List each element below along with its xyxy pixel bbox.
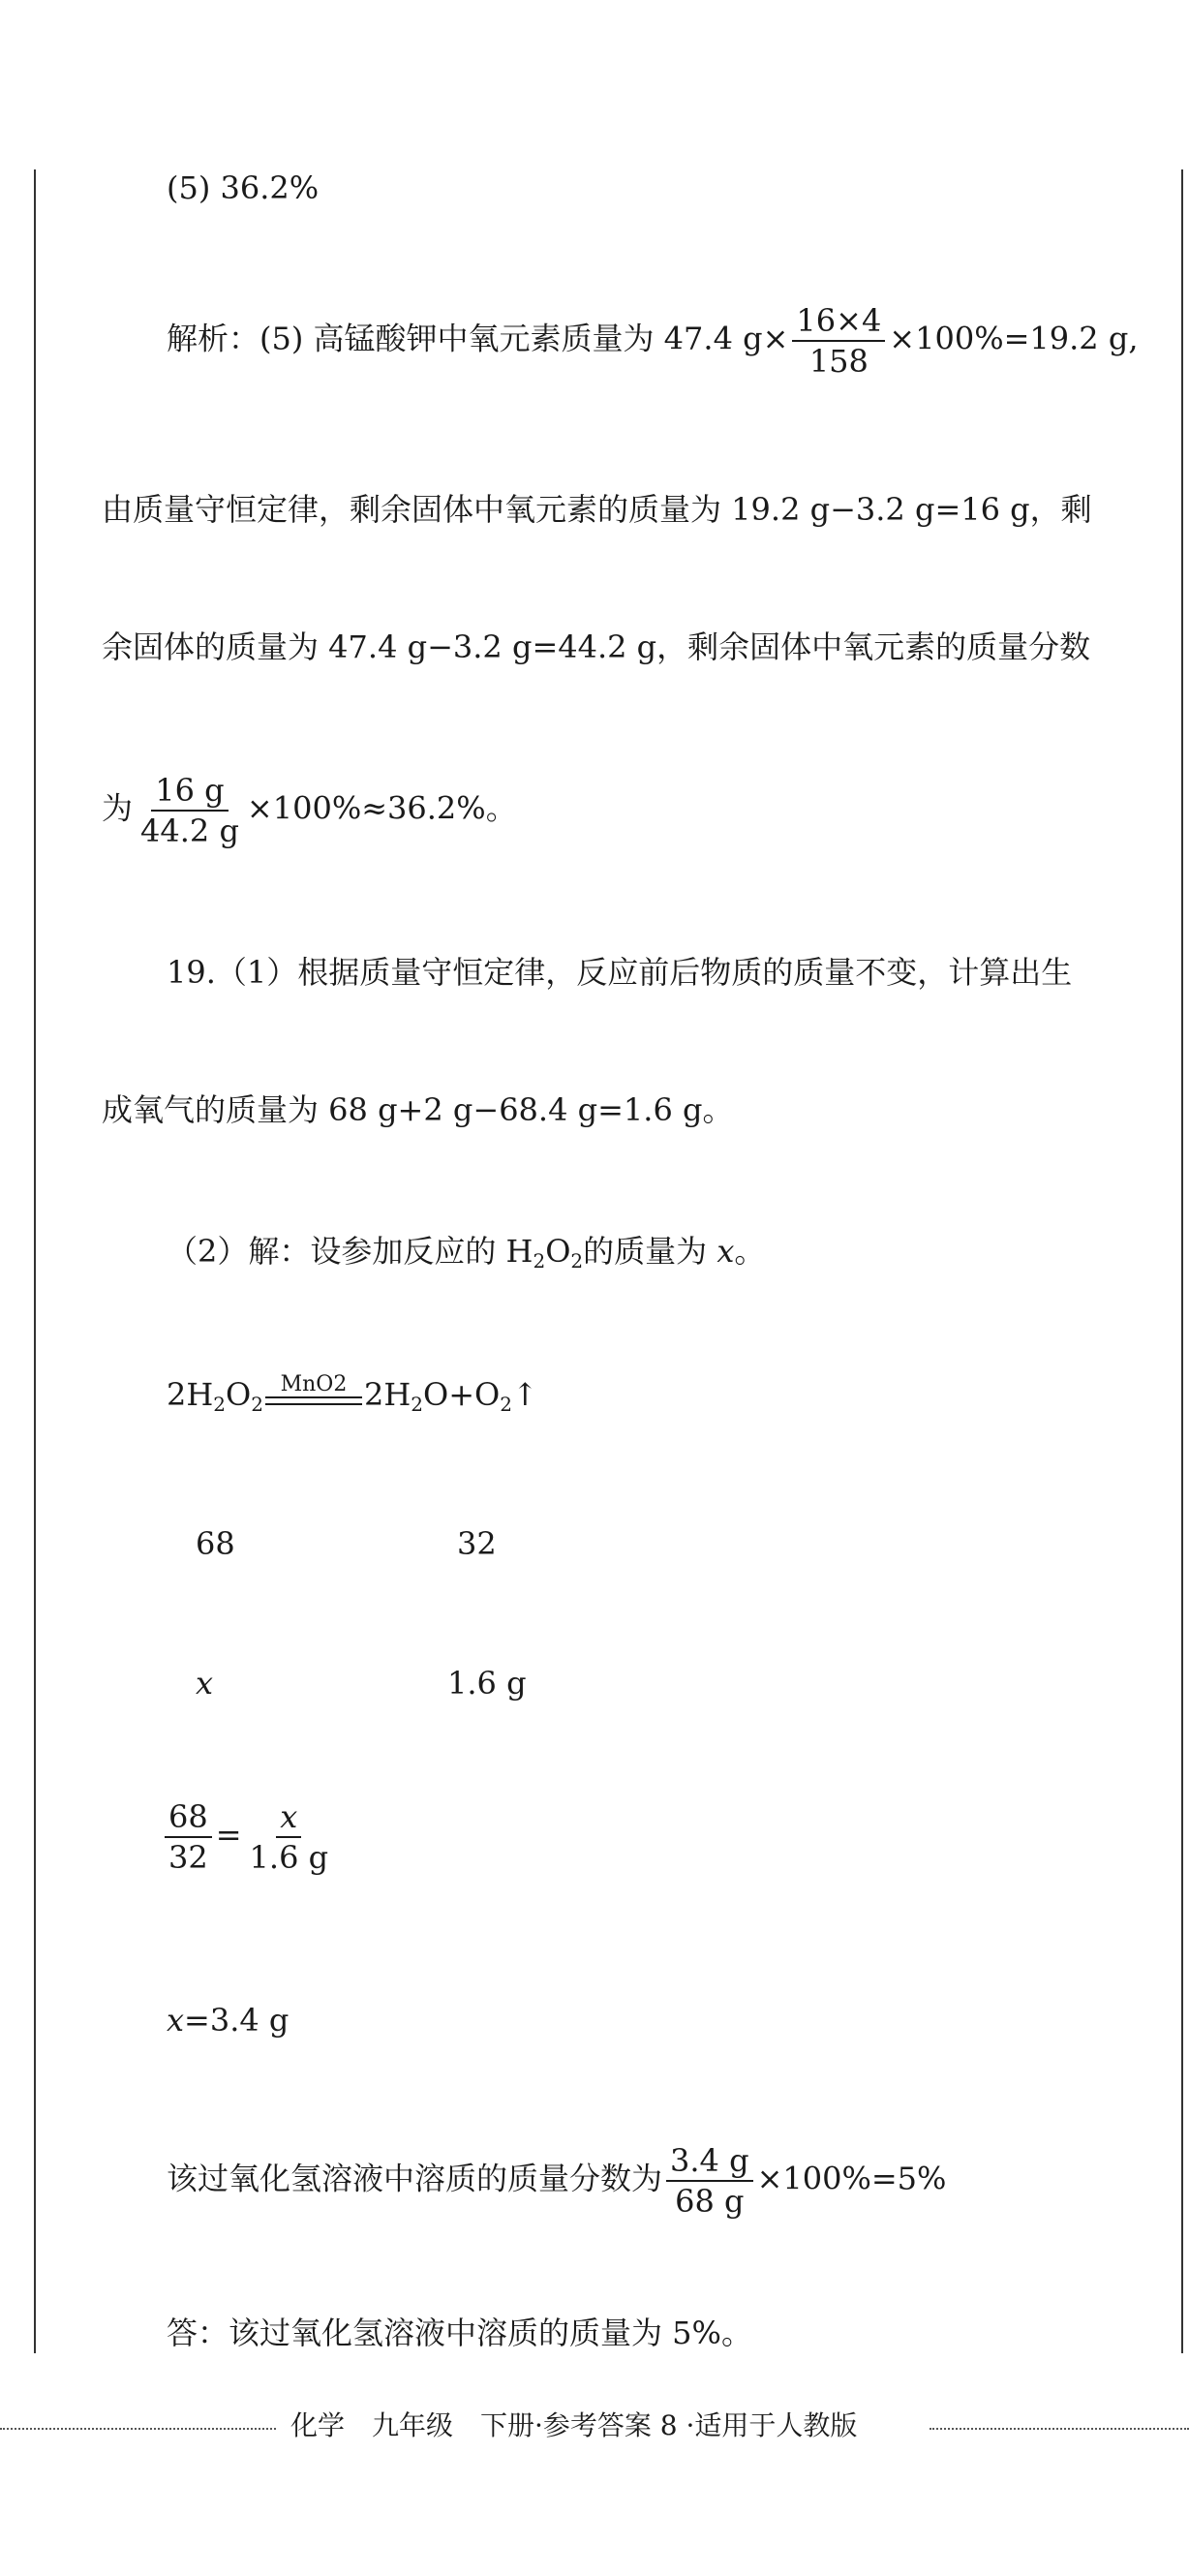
solve-var: x [167,2002,185,2039]
analysis-fraction-denominator: 158 [808,343,869,380]
answer-5-value: 36.2% [220,169,320,206]
analysis-line-4-denominator: 44.2 g [140,813,239,849]
mass-fraction-den: 68 g [675,2183,745,2220]
catalyst-label: MnO2 [280,1372,348,1396]
footer-text: 化学 九年级 下册·参考答案 8 ·适用于人教版 [290,2409,858,2441]
q19-part2-sub2: 2 [570,1249,584,1273]
analysis-line-4-fraction [137,772,243,849]
analysis-line-4 [102,772,517,849]
final-answer: 答：该过氧化氢溶液中溶质的质量为 5%。 [167,2315,752,2351]
footer-dotted-line-right [930,2428,1189,2430]
analysis-suffix: ×100%=19.2 g, [889,320,1139,357]
mass-fraction-prefix: 该过氧化氢溶液中溶质的质量分数为 [167,2160,663,2197]
mass-fraction [666,2142,753,2220]
chemical-equation [167,1372,538,1417]
left-border-line [34,169,36,2353]
eq-right-b: O+O [422,1376,501,1414]
analysis-fraction [792,302,885,380]
analysis-line-4-numerator: 16 g [151,775,228,812]
q19-part2-text-b: O [545,1233,571,1270]
analysis-line-2: 由质量守恒定律，剩余固体中氧元素的质量为 19.2 g−3.2 g=16 g，剩 [102,491,1092,528]
var-left: x [196,1665,214,1702]
reaction-condition [265,1373,362,1414]
solve-rest: =3.4 g [184,2002,290,2039]
solve-line [167,2002,290,2039]
q19-part2-sub1: 2 [533,1249,546,1273]
proportion-fraction-1 [165,1798,212,1876]
eq-left-sub2: 2 [251,1393,263,1417]
analysis-line-1 [167,302,1139,380]
analysis-line-3: 余固体的质量为 47.4 g−3.2 g=44.2 g，剩余固体中氧元素的质量分数 [102,629,1091,665]
proportion-fraction-2 [246,1798,333,1876]
q19-part2-var: x [716,1233,735,1270]
proportion-den-2: 1.6 g [249,1839,329,1876]
q19-part1-line2: 成氧气的质量为 68 g+2 g−68.4 g=1.6 g。 [102,1091,734,1128]
eq-right-a: 2H [363,1376,412,1414]
mass-fraction-suffix: ×100%=5% [756,2160,947,2197]
proportion-equals: = [215,1816,242,1854]
page-footer [0,2407,1189,2445]
reaction-equals-sign [265,1396,362,1405]
eq-left-a: 2H [167,1376,214,1414]
mass-left: 68 [196,1525,235,1562]
var-right: 1.6 g [447,1665,527,1702]
analysis-line-4-prefix: 为 [102,789,134,827]
analysis-prefix: 解析：(5) 高锰酸钾中氧元素质量为 47.4 g× [167,320,789,357]
q19-part1-line1: 19.（1）根据质量守恒定律，反应前后物质的质量不变，计算出生 [167,954,1073,991]
q19-part2-line [167,1233,766,1273]
right-border-line [1181,169,1183,2353]
gas-up-arrow-icon: ↑ [511,1376,538,1414]
mass-fraction-num: 3.4 g [666,2145,753,2182]
answer-5 [167,169,320,206]
footer-dotted-line-left [0,2428,276,2430]
analysis-line-4-suffix: ×100%≈36.2%。 [246,789,517,827]
eq-left-sub1: 2 [213,1393,226,1417]
proportion-num-1: 68 [165,1801,212,1838]
answer-5-label: (5) [167,169,211,206]
proportion-num-2: x [276,1801,301,1838]
eq-right-sub2: 2 [500,1393,512,1417]
eq-right-sub1: 2 [411,1393,423,1417]
mass-fraction-line [167,2142,947,2220]
mass-right: 32 [457,1525,497,1562]
eq-left-b: O [226,1376,252,1414]
proportion [165,1798,336,1876]
q19-part2-text-a: （2）解：设参加反应的 H [167,1233,534,1270]
proportion-den-1: 32 [168,1839,208,1876]
q19-part2-text-d: 。 [734,1233,766,1270]
analysis-fraction-numerator: 16×4 [792,305,885,342]
q19-part2-text-c: 的质量为 [583,1233,717,1270]
